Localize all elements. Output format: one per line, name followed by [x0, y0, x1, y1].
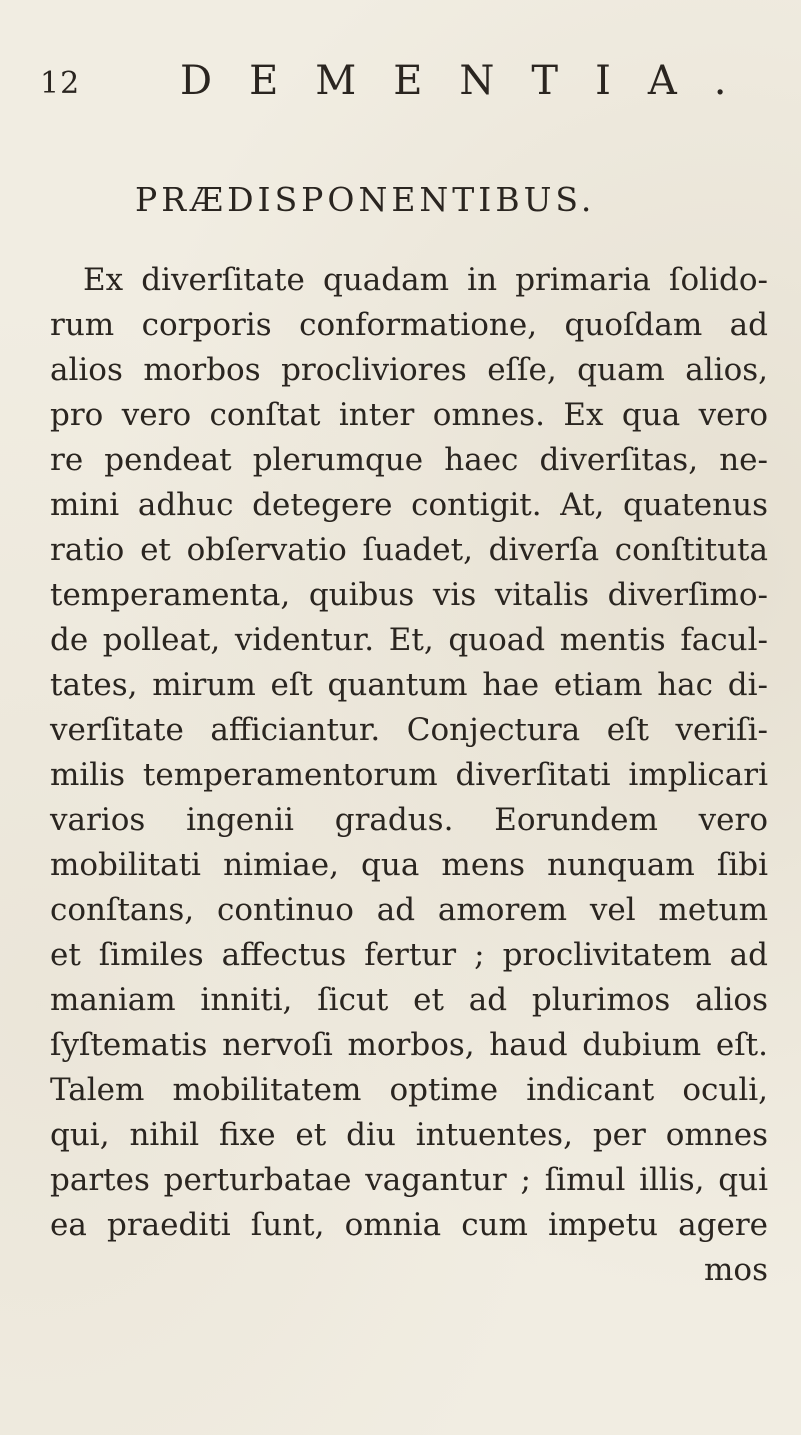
- text-line: Ex diverſitate quadam in primaria ſolido-: [83, 262, 768, 298]
- text-line: ea praediti ſunt, omnia cum impetu agere: [50, 1207, 768, 1243]
- text-line: partes perturbatae vagantur ; ſimul illis, qui: [50, 1162, 768, 1198]
- section-heading: PRÆDISPONENTIBUS.: [135, 180, 596, 219]
- text-line: re pendeat plerumque haec diverſitas, ne-: [50, 442, 768, 478]
- text-line: alios morbos procliviores eſſe, quam alios,: [50, 352, 768, 388]
- text-line: de polleat, videntur. Et, quoad mentis facul-: [50, 622, 768, 658]
- text-line: conſtans, continuo ad amorem vel metum: [50, 892, 768, 928]
- catchword: mos: [704, 1252, 768, 1288]
- text-line: ſyſtematis nervoſi morbos, haud dubium eſt.: [50, 1027, 768, 1063]
- text-line: Talem mobilitatem optime indicant oculi,: [50, 1072, 768, 1108]
- text-line: maniam inniti, ſicut et ad plurimos alios: [50, 982, 768, 1018]
- text-line: et ſimiles affectus fertur ; proclivitatem ad: [50, 937, 768, 973]
- text-line: pro vero conſtat inter omnes. Ex qua vero: [50, 397, 768, 433]
- text-line: qui, nihil fixe et diu intuentes, per omnes: [50, 1117, 768, 1153]
- body-paragraph: [50, 258, 768, 1293]
- text-line: mobilitati nimiae, qua mens nunquam ſibi: [50, 847, 768, 883]
- text-line: rum corporis conformatione, quoſdam ad: [50, 307, 768, 343]
- text-line: varios ingenii gradus. Eorundem vero: [50, 802, 768, 838]
- running-head: [40, 58, 764, 108]
- text-line: temperamenta, quibus vis vitalis diverſimo-: [50, 577, 768, 613]
- text-line: tates, mirum eſt quantum hae etiam hac di-: [50, 667, 768, 703]
- running-title: DEMENTIA.: [180, 58, 764, 104]
- text-line: verſitate afficiantur. Conjectura eſt veriſi-: [50, 712, 768, 748]
- text-line: mini adhuc detegere contigit. At, quatenus: [50, 487, 768, 523]
- text-line: milis temperamentorum diverſitati implicari: [50, 757, 768, 793]
- text-line: ratio et obſervatio ſuadet, diverſa conſtituta: [50, 532, 768, 568]
- page-number: 12: [40, 66, 81, 101]
